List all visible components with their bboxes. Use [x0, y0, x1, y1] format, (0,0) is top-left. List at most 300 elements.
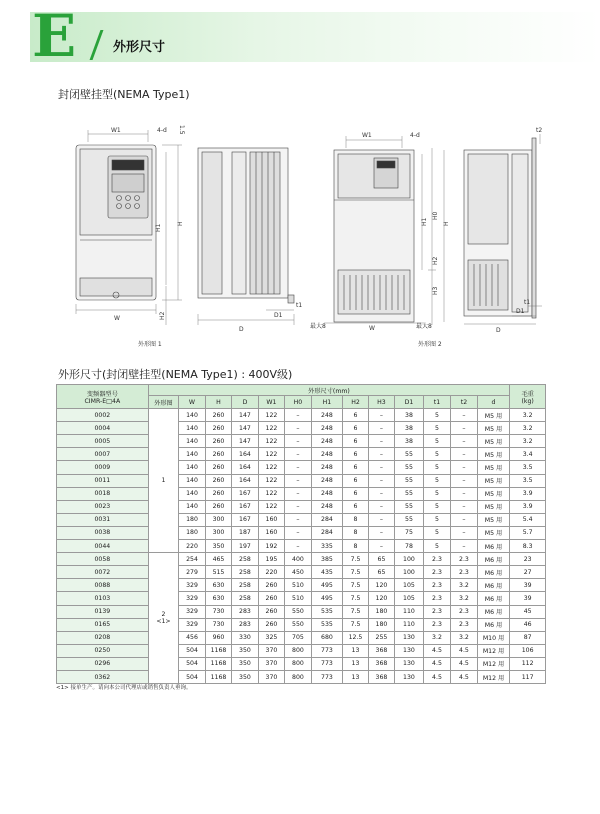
table-cell: 284 — [311, 526, 343, 539]
fig2-front-view — [334, 150, 414, 322]
dim-label-w1-fig2: W1 — [362, 132, 372, 139]
table-cell: 6 — [343, 422, 368, 435]
table-cell: 260 — [205, 435, 231, 448]
table-cell: 1168 — [205, 644, 231, 657]
table-row — [57, 644, 546, 657]
table-cell: 350 — [232, 670, 258, 683]
dim-label-h1: H1 — [155, 223, 162, 232]
table-cell: 140 — [179, 461, 205, 474]
table-cell: 160 — [258, 513, 284, 526]
table-cell: 8 — [343, 526, 368, 539]
table-cell: 5 — [423, 540, 451, 553]
table-row — [57, 579, 546, 592]
table-cell: 65 — [368, 566, 394, 579]
table-cell: 13 — [343, 670, 368, 683]
cell-model: 0002 — [57, 409, 149, 422]
table-cell: 254 — [179, 553, 205, 566]
header-model-line1: 变频器型号 — [86, 390, 118, 398]
dim-label-max-left: 最大8 — [310, 323, 326, 330]
header-col-t2: t2 — [451, 396, 477, 409]
table-row — [57, 526, 546, 539]
table-cell: 284 — [311, 513, 343, 526]
table-cell: 5 — [423, 461, 451, 474]
table-cell: 6 — [343, 409, 368, 422]
table-cell: 368 — [368, 644, 394, 657]
table-cell: 5 — [423, 422, 451, 435]
table-cell: 2.3 — [451, 553, 477, 566]
dim-label-d1: D1 — [274, 312, 283, 319]
table-cell: 38 — [395, 435, 424, 448]
table-cell: 260 — [258, 579, 284, 592]
table-cell: – — [285, 526, 311, 539]
table-cell: 248 — [311, 422, 343, 435]
table-cell: 258 — [232, 579, 258, 592]
table-cell: 773 — [311, 644, 343, 657]
table-cell: 5.4 — [510, 513, 546, 526]
table-cell: 164 — [232, 461, 258, 474]
table-cell: 140 — [179, 500, 205, 513]
table-cell: 4.5 — [423, 670, 451, 683]
table-cell: 122 — [258, 487, 284, 500]
table-cell: 350 — [232, 657, 258, 670]
table-cell: 515 — [205, 566, 231, 579]
table-cell: – — [451, 448, 477, 461]
dim-label-h-fig2: H — [443, 221, 450, 226]
table-row — [57, 409, 546, 422]
table-cell: M6 用 — [477, 579, 510, 592]
dim-label-h1-fig2: H1 — [421, 217, 428, 226]
table-cell: 260 — [205, 461, 231, 474]
table-cell: 260 — [205, 474, 231, 487]
table-cell: 7.5 — [343, 579, 368, 592]
cell-model: 0250 — [57, 644, 149, 657]
table-cell: 6 — [343, 461, 368, 474]
table-cell: 2.3 — [451, 605, 477, 618]
table-cell: 279 — [179, 566, 205, 579]
table-cell: 195 — [258, 553, 284, 566]
table-cell: 55 — [395, 500, 424, 513]
table-cell: 630 — [205, 592, 231, 605]
table-cell: – — [451, 540, 477, 553]
dim-label-h2-fig2: H2 — [432, 256, 439, 265]
table-cell: 385 — [311, 553, 343, 566]
table-cell: 630 — [205, 579, 231, 592]
table-cell: 495 — [311, 592, 343, 605]
dimensions-table — [56, 384, 546, 684]
table-cell: 55 — [395, 461, 424, 474]
table-cell: 260 — [258, 618, 284, 631]
table-cell: 510 — [285, 579, 311, 592]
table-cell: 400 — [285, 553, 311, 566]
table-cell: 3.2 — [510, 409, 546, 422]
dim-label-w1: W1 — [111, 127, 121, 134]
table-cell: 368 — [368, 657, 394, 670]
cell-figure-group-2 — [148, 553, 179, 684]
dim-label-max-right: 最大8 — [416, 323, 432, 330]
table-cell: M6 用 — [477, 618, 510, 631]
table-cell: 370 — [258, 670, 284, 683]
table-cell: 117 — [510, 670, 546, 683]
header-weight — [510, 385, 546, 409]
table-cell: M5 用 — [477, 526, 510, 539]
cell-model: 0165 — [57, 618, 149, 631]
table-cell: 122 — [258, 474, 284, 487]
table-row — [57, 618, 546, 631]
cell-model: 0007 — [57, 448, 149, 461]
section-title-enclosure: 封闭壁挂型(NEMA Type1) — [58, 88, 190, 101]
table-cell: 167 — [232, 500, 258, 513]
table-cell: 248 — [311, 487, 343, 500]
table-cell: – — [368, 500, 394, 513]
table-cell: M6 用 — [477, 553, 510, 566]
cell-model: 0038 — [57, 526, 149, 539]
table-cell: 300 — [205, 526, 231, 539]
table-cell: 55 — [395, 448, 424, 461]
table-cell: 329 — [179, 592, 205, 605]
table-cell: 122 — [258, 435, 284, 448]
table-cell: 258 — [232, 553, 258, 566]
table-row — [57, 500, 546, 513]
table-cell: – — [451, 487, 477, 500]
header-figure: 外形图 — [148, 396, 179, 409]
table-cell: 7.5 — [343, 605, 368, 618]
header-model-line2: CIMR-E□4A — [84, 397, 121, 405]
table-cell: 100 — [395, 566, 424, 579]
table-cell: 248 — [311, 448, 343, 461]
header-col-h2: H2 — [343, 396, 368, 409]
table-cell: 7.5 — [343, 553, 368, 566]
table-cell: 504 — [179, 670, 205, 683]
header-col-h0: H0 — [285, 396, 311, 409]
header-col-h3: H3 — [368, 396, 394, 409]
header-dimension-group: 外形尺寸(mm) — [148, 385, 510, 396]
table-cell: 368 — [368, 670, 394, 683]
page-title: 外形尺寸 — [113, 40, 166, 55]
table-cell: 260 — [205, 409, 231, 422]
table-cell: 2.3 — [423, 553, 451, 566]
cell-model: 0018 — [57, 487, 149, 500]
table-cell: 248 — [311, 474, 343, 487]
table-cell: 283 — [232, 605, 258, 618]
table-cell: 3.2 — [423, 631, 451, 644]
table-cell: 6 — [343, 474, 368, 487]
table-cell: 7.5 — [343, 592, 368, 605]
dim-label-d: D — [239, 326, 244, 333]
dim-label-h: H — [177, 221, 184, 226]
cell-model: 0139 — [57, 605, 149, 618]
table-cell: 39 — [510, 579, 546, 592]
cell-model: 0005 — [57, 435, 149, 448]
table-cell: 5.7 — [510, 526, 546, 539]
table-cell: 13 — [343, 657, 368, 670]
caption-fig1: 外形图 1 — [138, 341, 162, 348]
table-cell: 550 — [285, 618, 311, 631]
table-cell: 12.5 — [343, 631, 368, 644]
cell-model: 0004 — [57, 422, 149, 435]
header-col-h: H — [205, 396, 231, 409]
table-cell: – — [451, 435, 477, 448]
table-cell: 335 — [311, 540, 343, 553]
header-col-t1: t1 — [423, 396, 451, 409]
table-cell: 55 — [395, 487, 424, 500]
table-cell: 730 — [205, 618, 231, 631]
table-cell: M5 用 — [477, 409, 510, 422]
table-cell: 122 — [258, 500, 284, 513]
table-row — [57, 592, 546, 605]
cell-model: 0072 — [57, 566, 149, 579]
header-col-bolt: d — [477, 396, 510, 409]
table-cell: 130 — [395, 670, 424, 683]
table-cell: 39 — [510, 592, 546, 605]
table-cell: 112 — [510, 657, 546, 670]
table-cell: 130 — [395, 631, 424, 644]
table-cell: 7.5 — [343, 618, 368, 631]
cell-model: 0088 — [57, 579, 149, 592]
table-cell: 773 — [311, 657, 343, 670]
cell-model: 0031 — [57, 513, 149, 526]
table-cell: 504 — [179, 644, 205, 657]
table-cell: 3.5 — [510, 461, 546, 474]
table-cell: 4.5 — [423, 644, 451, 657]
table-cell: 6 — [343, 448, 368, 461]
table-cell: 220 — [258, 566, 284, 579]
table-cell: 370 — [258, 644, 284, 657]
table-cell: M5 用 — [477, 422, 510, 435]
dim-label-hole-fig2: 4-d — [410, 132, 420, 139]
table-cell: 450 — [285, 566, 311, 579]
table-cell: – — [451, 526, 477, 539]
header-weight-line1: 毛重 — [521, 390, 534, 398]
cell-model: 0023 — [57, 500, 149, 513]
table-cell: 122 — [258, 448, 284, 461]
table-cell: 4.5 — [423, 657, 451, 670]
table-cell: 100 — [395, 553, 424, 566]
page-header — [0, 0, 600, 70]
table-cell: – — [451, 500, 477, 513]
table-cell: 2.3 — [423, 605, 451, 618]
table-cell: 140 — [179, 448, 205, 461]
table-cell: – — [285, 500, 311, 513]
dim-label-t1-fig2: t1 — [524, 299, 531, 306]
table-cell: 5 — [423, 435, 451, 448]
table-cell: 46 — [510, 618, 546, 631]
table-cell: 180 — [368, 618, 394, 631]
table-cell: M5 用 — [477, 487, 510, 500]
table-cell: 330 — [232, 631, 258, 644]
table-cell: 105 — [395, 579, 424, 592]
table-cell: 773 — [311, 670, 343, 683]
table-cell: 140 — [179, 409, 205, 422]
table-cell: 13 — [343, 644, 368, 657]
table-cell: 8.3 — [510, 540, 546, 553]
table-cell: M6 用 — [477, 566, 510, 579]
table-cell: 164 — [232, 448, 258, 461]
table-cell: M6 用 — [477, 592, 510, 605]
chapter-letter: E — [32, 2, 77, 70]
table-row — [57, 513, 546, 526]
table-cell: 6 — [343, 435, 368, 448]
table-cell: M5 用 — [477, 474, 510, 487]
table-cell: – — [451, 513, 477, 526]
table-cell: 105 — [395, 592, 424, 605]
table-cell: 283 — [232, 618, 258, 631]
table-row — [57, 487, 546, 500]
dim-label-h3-fig2: H3 — [432, 286, 439, 295]
table-cell: – — [285, 435, 311, 448]
table-cell: 3.2 — [451, 592, 477, 605]
table-row — [57, 448, 546, 461]
header-model — [57, 385, 149, 409]
table-cell: – — [285, 540, 311, 553]
table-cell: 255 — [368, 631, 394, 644]
table-cell: 2.3 — [423, 579, 451, 592]
table-cell: 6 — [343, 500, 368, 513]
table-cell: 38 — [395, 422, 424, 435]
table-cell: 730 — [205, 605, 231, 618]
table-cell: – — [285, 513, 311, 526]
table-cell: 5 — [423, 487, 451, 500]
table-cell: – — [368, 526, 394, 539]
table-cell: 23 — [510, 553, 546, 566]
table-cell: 110 — [395, 605, 424, 618]
table-cell: 140 — [179, 487, 205, 500]
table-cell: 122 — [258, 422, 284, 435]
table-cell: 140 — [179, 435, 205, 448]
table-cell: 248 — [311, 435, 343, 448]
table-cell: M5 用 — [477, 435, 510, 448]
table-cell: 3.9 — [510, 487, 546, 500]
table-cell: – — [285, 422, 311, 435]
header-col-w: W — [179, 396, 205, 409]
table-cell: 27 — [510, 566, 546, 579]
table-cell: 160 — [258, 526, 284, 539]
table-cell: 465 — [205, 553, 231, 566]
table-cell: 120 — [368, 579, 394, 592]
dim-label-d-fig2: D — [496, 327, 501, 334]
table-cell: 8 — [343, 540, 368, 553]
table-cell: 258 — [232, 566, 258, 579]
header-col-d1: D1 — [395, 396, 424, 409]
table-row — [57, 657, 546, 670]
table-cell: 147 — [232, 409, 258, 422]
header-col-h1: H1 — [311, 396, 343, 409]
table-cell: 122 — [258, 409, 284, 422]
table-cell: 87 — [510, 631, 546, 644]
dim-label-15: 1.5 — [178, 125, 185, 135]
cell-model: 0103 — [57, 592, 149, 605]
table-cell: 8 — [343, 513, 368, 526]
figure-group-2-note: <1> — [156, 618, 171, 626]
table-cell: 260 — [258, 592, 284, 605]
table-cell: 110 — [395, 618, 424, 631]
table-cell: 435 — [311, 566, 343, 579]
table-cell: – — [368, 487, 394, 500]
table-cell: 164 — [232, 474, 258, 487]
outline-drawings — [56, 120, 546, 350]
table-cell: 1168 — [205, 657, 231, 670]
table-cell: 260 — [205, 422, 231, 435]
table-cell: 167 — [232, 487, 258, 500]
table-row — [57, 474, 546, 487]
dim-label-w-fig2: W — [369, 325, 375, 332]
section-title-dimensions: 外形尺寸(封闭壁挂型(NEMA Type1) : 400V级) — [58, 368, 293, 381]
table-cell: M10 用 — [477, 631, 510, 644]
table-cell: 5 — [423, 448, 451, 461]
figure-group-2-number: 2 — [161, 611, 166, 619]
table-cell: 800 — [285, 644, 311, 657]
table-cell: 45 — [510, 605, 546, 618]
header-weight-line2: (kg) — [521, 397, 534, 405]
cell-model: 0362 — [57, 670, 149, 683]
header-col-d: D — [232, 396, 258, 409]
table-cell: 7.5 — [343, 566, 368, 579]
table-cell: 504 — [179, 657, 205, 670]
table-cell: 5 — [423, 513, 451, 526]
table-cell: 260 — [258, 605, 284, 618]
table-cell: 3.9 — [510, 500, 546, 513]
table-cell: 3.2 — [451, 579, 477, 592]
table-cell: – — [451, 474, 477, 487]
table-cell: 3.5 — [510, 474, 546, 487]
table-cell: 800 — [285, 657, 311, 670]
table-cell: 329 — [179, 605, 205, 618]
table-cell: 4.5 — [451, 657, 477, 670]
table-cell: 2.3 — [423, 618, 451, 631]
header-col-w1: W1 — [258, 396, 284, 409]
cell-model: 0058 — [57, 553, 149, 566]
table-cell: 329 — [179, 618, 205, 631]
table-cell: 705 — [285, 631, 311, 644]
table-cell: 325 — [258, 631, 284, 644]
table-cell: 106 — [510, 644, 546, 657]
table-row — [57, 553, 546, 566]
table-cell: 4.5 — [451, 644, 477, 657]
cell-model: 0009 — [57, 461, 149, 474]
table-cell: 550 — [285, 605, 311, 618]
table-cell: – — [285, 487, 311, 500]
table-cell: M12 用 — [477, 657, 510, 670]
dim-label-d1-fig2: D1 — [516, 308, 525, 315]
table-cell: – — [368, 513, 394, 526]
table-cell: 5 — [423, 409, 451, 422]
table-cell: M5 用 — [477, 461, 510, 474]
table-cell: 248 — [311, 500, 343, 513]
table-cell: M12 用 — [477, 644, 510, 657]
table-cell: 329 — [179, 579, 205, 592]
table-cell: – — [285, 461, 311, 474]
table-body — [57, 409, 546, 684]
table-cell: 1168 — [205, 670, 231, 683]
table-cell: 55 — [395, 513, 424, 526]
table-cell: 65 — [368, 553, 394, 566]
table-row — [57, 670, 546, 683]
table-cell: M6 用 — [477, 540, 510, 553]
table-cell: – — [368, 435, 394, 448]
table-cell: – — [451, 422, 477, 435]
table-cell: 180 — [179, 526, 205, 539]
table-cell: 260 — [205, 448, 231, 461]
dim-label-t1: t1 — [296, 302, 303, 309]
table-cell: 192 — [258, 540, 284, 553]
table-cell: 300 — [205, 513, 231, 526]
table-cell: – — [368, 409, 394, 422]
table-cell: 248 — [311, 409, 343, 422]
table-row — [57, 540, 546, 553]
table-cell: 147 — [232, 435, 258, 448]
table-cell: – — [368, 540, 394, 553]
table-cell: 122 — [258, 461, 284, 474]
table-cell: 2.3 — [423, 592, 451, 605]
